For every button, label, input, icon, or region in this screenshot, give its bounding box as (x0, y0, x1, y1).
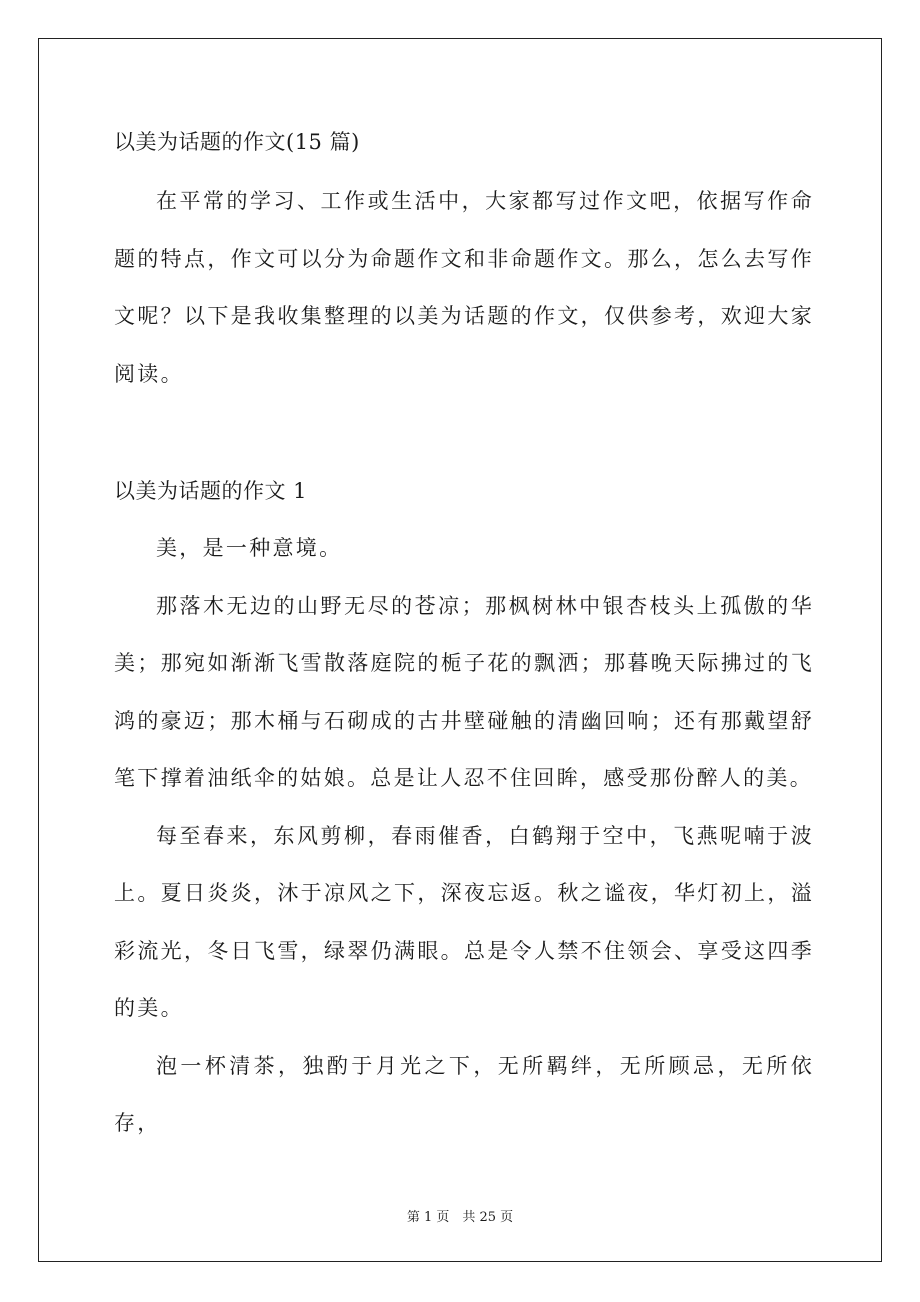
document-title: 以美为话题的作文(15 篇) (114, 130, 360, 154)
page-footer: 第 1 页 共 25 页 (406, 1210, 514, 1225)
intro-paragraph: 在平常的学习、工作或生活中，大家都写过作文吧，依据写作命题的特点，作文可以分为命题作文和非命题作文。那么，怎么去写作文呢？以下是我收集整理的以美为话题的作文，仅供参考，欢迎大家阅读。 (114, 189, 814, 386)
document-body (114, 120, 814, 1153)
body-paragraph: 那落木无边的山野无尽的苍凉；那枫树林中银杏枝头上孤傲的华美；那宛如渐渐飞雪散落庭院的栀子花的飘洒；那暮晚天际拂过的飞鸿的豪迈；那木桶与石砌成的古井壁碰触的清幽回响；还有那戴望舒笔下撑着油纸伞的姑娘。总是让人忍不住回眸，感受那份醉人的美。 (114, 593, 814, 790)
body-paragraph: 泡一杯清茶，独酌于月光之下，无所羁绊，无所顾忌，无所依存， (114, 1053, 814, 1135)
body-paragraph: 美，是一种意境。 (156, 536, 343, 560)
body-paragraph: 每至春来，东风剪柳，春雨催香，白鹤翔于空中，飞燕呢喃于波上。夏日炎炎，沐于凉风之下，深夜忘返。秋之谧夜，华灯初上，溢彩流光，冬日飞雪，绿翠仍满眼。总是令人禁不住领会、享受这四季的美。 (114, 823, 814, 1020)
section-heading: 以美为话题的作文 1 (114, 479, 308, 503)
